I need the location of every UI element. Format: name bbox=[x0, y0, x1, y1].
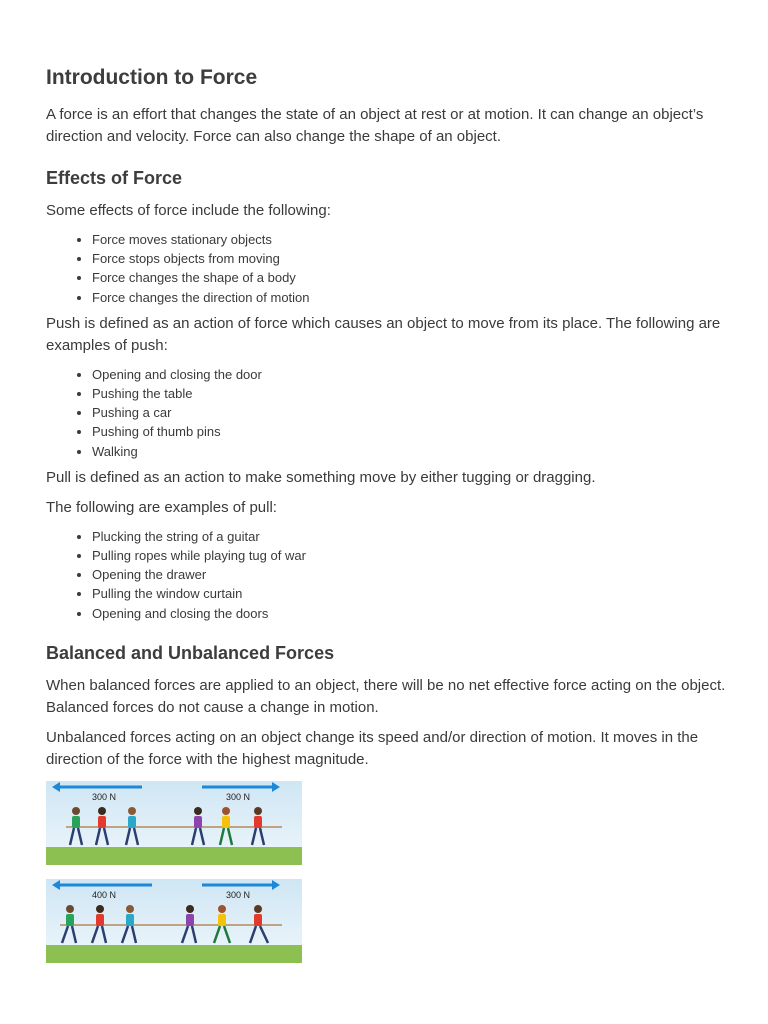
page-title: Introduction to Force bbox=[46, 66, 258, 89]
list-item: • Pulling ropes while playing tug of war bbox=[92, 546, 726, 565]
balanced-forces-illustration bbox=[46, 781, 302, 865]
article bbox=[46, 64, 726, 977]
pull-examples-list bbox=[46, 527, 726, 623]
right-force-label: 300 N bbox=[226, 889, 251, 900]
effects-heading: Effects of Force bbox=[46, 168, 183, 188]
list-item: • Pushing a car bbox=[92, 403, 726, 422]
list-item: • Opening and closing the door bbox=[92, 365, 726, 384]
tug-of-war-figures bbox=[46, 781, 726, 963]
push-examples-list bbox=[46, 365, 726, 461]
list-item: • Force moves stationary objects bbox=[92, 230, 726, 249]
right-force-label: 300 N bbox=[226, 791, 251, 802]
effects-lead: Some effects of force include the following: bbox=[46, 202, 331, 219]
balanced-paragraph: When balanced forces are applied to an object, there will be no net effective force acting on the object. Balanced forces do not cause a change in motion. bbox=[46, 676, 726, 716]
tug-of-war-image bbox=[46, 879, 302, 963]
left-force-label: 300 N bbox=[92, 791, 117, 802]
list-item: • Force changes the direction of motion bbox=[92, 288, 726, 307]
list-item: • Plucking the string of a guitar bbox=[92, 527, 726, 546]
grass bbox=[46, 945, 302, 963]
list-item: • Force changes the shape of a body bbox=[92, 268, 726, 287]
intro-paragraph: A force is an effort that changes the state of an object at rest or at motion. It can change an object’s direction and velocity. Force can also change the shape of an object. bbox=[46, 106, 704, 145]
pull-lead: The following are examples of pull: bbox=[46, 498, 277, 516]
push-definition: Push is defined as an action of force which causes an object to move from its place. The following are examples of push: bbox=[46, 314, 721, 354]
unbalanced-forces-illustration bbox=[46, 879, 302, 963]
list-item: • Force stops objects from moving bbox=[92, 249, 726, 268]
tug-of-war-image bbox=[46, 781, 302, 865]
list-item: • Pushing the table bbox=[92, 384, 726, 403]
pull-definition: Pull is defined as an action to make something move by either tugging or dragging. bbox=[46, 468, 596, 486]
grass bbox=[46, 847, 302, 865]
unbalanced-paragraph: Unbalanced forces acting on an object change its speed and/or direction of motion. It moves in the direction of the force with the highest magnitude. bbox=[46, 728, 699, 768]
balanced-heading: Balanced and Unbalanced Forces bbox=[46, 642, 335, 663]
list-item: • Pushing of thumb pins bbox=[92, 422, 726, 441]
left-force-label: 400 N bbox=[92, 889, 117, 900]
effects-list bbox=[46, 230, 726, 307]
list-item: • Opening the drawer bbox=[92, 565, 726, 584]
list-item: • Pulling the window curtain bbox=[92, 584, 726, 603]
list-item: • Walking bbox=[92, 442, 726, 461]
list-item: • Opening and closing the doors bbox=[92, 604, 726, 623]
